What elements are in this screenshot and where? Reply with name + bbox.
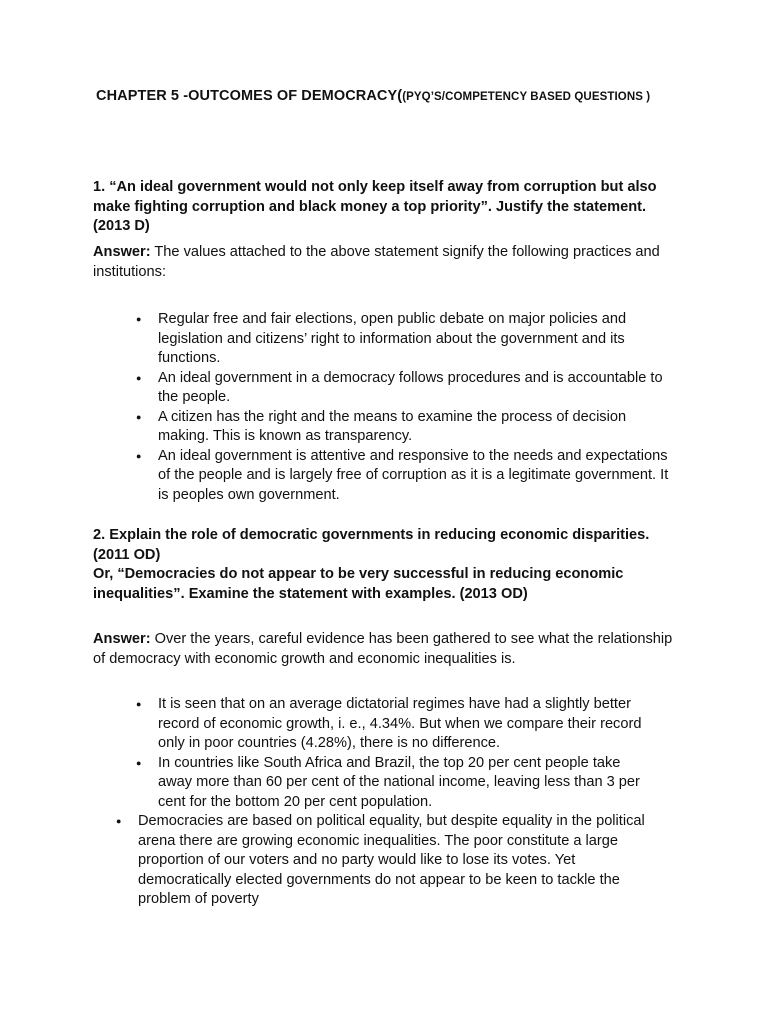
answer-2-bullet-list <box>136 695 656 812</box>
answer-2-label: Answer: <box>93 631 151 647</box>
list-item: ● It is seen that on an average dictatorial regimes have had a slightly better record of economic growth, i. e., 4.34%. But when we compare their record only in poor countries (4.28%), there is no difference. <box>136 695 656 754</box>
answer-1-bullet-list <box>136 310 676 505</box>
chapter-title <box>96 86 736 107</box>
question-2: 2. Explain the role of democratic governments in reducing economic disparities. (2011 OD) <box>93 527 650 563</box>
list-item: ● Democracies are based on political equality, but despite equality in the political arena there are growing economic inequalities. The poor constitute a large proportion of our voters and no party would like to lose its votes. Yet democratically elected governments do not appear to be keen to tackle the problem of poverty <box>116 812 661 910</box>
list-item: ● A citizen has the right and the means to examine the process of decision making. This is known as transparency. <box>136 408 676 447</box>
answer-2-text: Over the years, careful evidence has been gathered to see what the relationship of democracy with economic growth and economic inequalities is. <box>93 631 673 667</box>
list-item: ● An ideal government is attentive and responsive to the needs and expectations of the people and is largely free of corruption as it is a legitimate government. It is peoples own government. <box>136 447 676 506</box>
question-1: 1. “An ideal government would not only keep itself away from corruption but also make fighting corruption and black money a top priority”. Justify the statement. (2013 D) <box>93 179 657 234</box>
list-item: ● Regular free and fair elections, open public debate on major policies and legislation and citizens’ right to information about the government and its functions. <box>136 310 676 369</box>
answer-1-label: Answer: <box>93 244 151 260</box>
answer-1-text: The values attached to the above statement signify the following practices and institutions: <box>93 244 660 280</box>
answer-2 <box>93 630 683 669</box>
list-item: ● An ideal government in a democracy follows procedures and is accountable to the people. <box>136 369 676 408</box>
answer-2-outer-bullet-list <box>116 812 661 910</box>
chapter-title-main: CHAPTER 5 -OUTCOMES OF DEMOCRACY( <box>96 88 403 104</box>
answer-1 <box>93 243 683 282</box>
chapter-title-sub: (PYQ’S/COMPETENCY BASED QUESTIONS ) <box>402 91 651 103</box>
list-item: ● In countries like South Africa and Brazil, the top 20 per cent people take away more than 60 per cent of the national income, leaving less than 3 per cent for the bottom 20 per cent population. <box>136 754 656 813</box>
question-2-alt: Or, “Democracies do not appear to be very successful in reducing economic inequalities”. Examine the statement with examples. (2013 OD) <box>93 566 624 602</box>
